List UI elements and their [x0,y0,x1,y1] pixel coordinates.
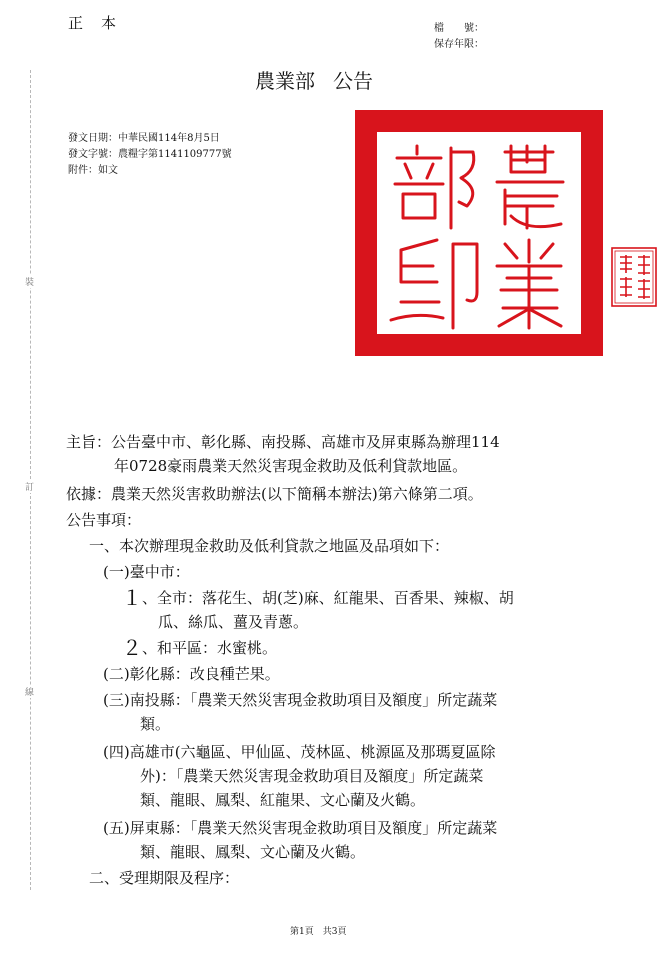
page-number: 第1頁 共3頁 [290,927,347,937]
basis: 依據：農業天然災害救助辦法(以下簡稱本辦法)第六條第二項。 [66,485,483,503]
subject-line-2: 年0728豪雨農業天然災害現金救助及低利貸款地區。 [114,457,468,475]
binding-mark-3: 線 [25,685,34,698]
nantou-line-2: 類。 [140,715,171,733]
small-seal-glyphs [610,245,658,309]
agency-seal [355,110,603,356]
page-title [255,65,373,94]
changhua-item: (二)彰化縣：改良種芒果。 [103,665,280,683]
doc-info [68,131,232,179]
doc-type: 公告 [333,69,373,93]
taichung-item-2: 、和平區：水蜜桃。 [142,639,278,657]
taichung-item-1-number: １ [122,586,142,610]
taichung-heading: (一)臺中市： [103,563,190,581]
items-heading: 公告事項： [66,511,142,529]
seal-inner [377,132,581,334]
binding-mark-2: 訂 [25,480,34,493]
kaohsiung-line-3: 類、龍眼、鳳梨、紅龍果、文心蘭及火鶴。 [140,791,426,809]
file-number-label: 檔 號： [434,23,484,34]
seal-glyphs [377,132,581,334]
section-1-heading: 一、本次辦理現金救助及低利貸款之地區及品項如下： [89,537,450,555]
file-meta [434,21,484,53]
kaohsiung-line-1: (四)高雄市(六龜區、甲仙區、茂林區、桃源區及那瑪夏區除 [103,743,496,761]
binding-mark-1: 裝 [25,275,34,288]
taichung-item-2-number: ２ [122,636,142,660]
section-2-heading: 二、受理期限及程序： [89,869,240,887]
taichung-item-1-line-1: 、全市：落花生、胡(芝)麻、紅龍果、百香果、辣椒、胡 [142,589,514,607]
doc-date: 發文日期：中華民國114年8月5日 [68,133,220,144]
copy-mark: 正本 [68,14,135,32]
taichung-item-1-line-2: 瓜、絲瓜、薑及青蔥。 [158,613,309,631]
nantou-line-1: (三)南投縣：「農業天然災害現金救助項目及額度」所定蔬菜 [103,691,498,709]
official-seal-small [610,245,658,309]
agency-name: 農業部 [255,69,315,93]
pingtung-line-1: (五)屏東縣：「農業天然災害現金救助項目及額度」所定蔬菜 [103,819,498,837]
subject-line-1: 主旨：公告臺中市、彰化縣、南投縣、高雄市及屏東縣為辦理114 [66,433,500,451]
retention-label: 保存年限： [434,39,484,50]
doc-number: 發文字號：農糧字第1141109777號 [68,149,232,160]
pingtung-line-2: 類、龍眼、鳳梨、文心蘭及火鶴。 [140,843,366,861]
doc-attachment: 附件：如文 [68,165,118,176]
kaohsiung-line-2: 外)：「農業天然災害現金救助項目及額度」所定蔬菜 [140,767,484,785]
